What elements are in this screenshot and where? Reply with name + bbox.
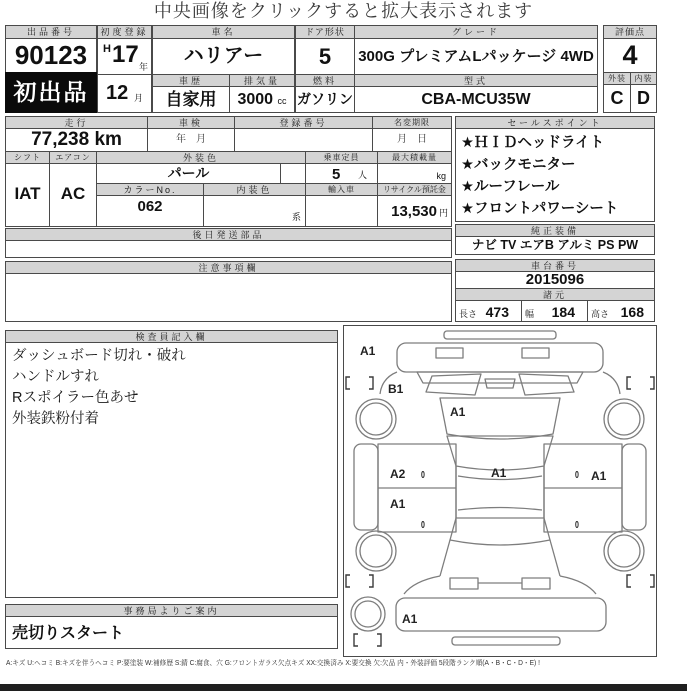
spec-length: 長さ 473 [455, 300, 522, 322]
recycle-deposit-value: 13,530 円 [377, 195, 452, 227]
sales-points-list [455, 128, 655, 222]
fuel-value: ガソリン [295, 86, 355, 113]
month-value: 12 [106, 82, 129, 104]
car-name-value: ハリアー [152, 38, 295, 75]
spec-header: 諸元 [455, 288, 655, 301]
exterior-color-extra-cell [280, 163, 306, 184]
name-change-value: 月 日 [372, 128, 452, 152]
lot-number-value: 90123 [5, 38, 97, 73]
door-shape-value: 5 [295, 38, 355, 75]
office-notice-body: 売切りスタート [5, 616, 338, 649]
aircon-header: エアコン [49, 151, 97, 164]
era-letter: H [103, 43, 111, 55]
capacity-value: 5 人 [305, 163, 378, 184]
month-unit: 月 [133, 93, 143, 103]
grade-value: 300G プレミアムLパッケージ 4WD [354, 38, 598, 75]
damage-mark: 0 [575, 470, 579, 481]
mileage-value: 77,238 km [5, 128, 148, 152]
shift-header: シフト [5, 151, 50, 164]
spec-width: 幅 184 [521, 300, 588, 322]
door-shape-header: ドア形状 [295, 25, 355, 39]
score-value: 4 [603, 38, 657, 73]
year-unit: 年 [138, 62, 148, 72]
damage-mark: 0 [575, 520, 579, 531]
chassis-number-header: 車台番号 [455, 259, 655, 272]
exterior-color-value: パール [96, 163, 281, 184]
imported-value [305, 195, 378, 227]
sales-points-header: セールスポイント [455, 116, 655, 129]
inspector-notes-body [5, 342, 338, 598]
sales-point-item: ★ＨＩＤヘッドライト [461, 135, 605, 151]
max-load-value [377, 163, 452, 184]
later-parts-header: 後日発送部品 [5, 228, 452, 241]
bottom-bar [0, 684, 687, 691]
aircon-value: AC [49, 163, 97, 227]
exterior-grade-header: 外装 [603, 72, 631, 85]
score-header: 評価点 [603, 25, 657, 39]
legend-text: A:キズ U:ヘコミ B:キズを伴うヘコミ P:要塗装 W:補修歴 S:錆 C:腐食、穴 G:フロントガラス欠点キズ XX:交換済み X:要交換 欠:欠品 内・外装評価 5段階ランク順(A・B・C・D・E) ! [6, 660, 540, 667]
history-header: 車歴 [152, 74, 230, 87]
exterior-grade-value: C [603, 84, 631, 113]
equipment-header: 純正装備 [455, 224, 655, 237]
inspector-note-line: ハンドルすれ [12, 369, 99, 385]
damage-mark: A1 [390, 497, 406, 511]
chassis-number-value: 2015096 [455, 271, 655, 289]
damage-mark: 0 [421, 470, 425, 481]
damage-mark: A1 [360, 344, 376, 358]
color-number-value: 062 [96, 195, 204, 227]
interior-color-header: 内装色 [203, 183, 306, 196]
name-change-header: 名変期限 [372, 116, 452, 129]
shift-value: IAT [5, 163, 50, 227]
interior-color-value [203, 195, 306, 227]
registration-number-header: 登録番号 [234, 116, 373, 129]
first-registration-header: 初度登録 [97, 25, 152, 39]
damage-mark: B1 [388, 382, 404, 396]
history-value: 自家用 [152, 86, 230, 113]
interior-grade-header: 内装 [630, 72, 657, 85]
inspector-note-line: Rスポイラー色あせ [12, 390, 139, 406]
equipment-value: ナビ TV エアB アルミ PS PW [455, 236, 655, 255]
later-parts-value [5, 240, 452, 258]
first-listing-badge: 初出品 [5, 72, 97, 113]
inspector-note-line: 外装鉄粉付着 [12, 411, 99, 427]
car-name-header: 車名 [152, 25, 295, 39]
recycle-deposit-header: リサイクル預託金 [377, 183, 452, 196]
office-notice-header: 事務局よりご案内 [5, 604, 338, 617]
capacity-header: 乗車定員 [305, 151, 378, 164]
sales-point-item: ★フロントパワーシート [461, 201, 619, 217]
displacement-value: 3000 cc [229, 86, 295, 113]
mileage-header: 走行 [5, 116, 148, 129]
spec-height: 高さ 168 [587, 300, 655, 322]
interior-color-suffix: 系 [291, 212, 301, 222]
exterior-color-header: 外装色 [96, 151, 306, 164]
model-code-value: CBA-MCU35W [354, 86, 598, 113]
damage-mark: A1 [450, 405, 466, 419]
model-code-header: 型式 [354, 74, 598, 87]
max-load-header: 最大積載量 [377, 151, 452, 164]
page-caption: 中央画像をクリックすると拡大表示されます [153, 1, 534, 21]
damage-mark: 0 [421, 520, 425, 531]
damage-mark: A1 [591, 469, 607, 483]
lot-number-header: 出品番号 [5, 25, 97, 39]
grade-header: グレード [354, 25, 598, 39]
fuel-header: 燃料 [295, 74, 355, 87]
recycle-deposit-unit: 円 [438, 208, 448, 218]
displacement-unit: cc [277, 96, 287, 106]
imported-header: 輸入車 [305, 183, 378, 196]
first-registration-year [97, 38, 152, 75]
sales-point-item: ★バックモニター [461, 157, 576, 173]
year-value: 17 [112, 41, 139, 68]
notes-header: 注意事項欄 [5, 261, 452, 274]
damage-mark: A1 [402, 612, 418, 626]
interior-grade-value: D [630, 84, 657, 113]
damage-mark: A2 [390, 467, 406, 481]
vehicle-condition-diagram[interactable] [343, 325, 657, 657]
registration-number-value [234, 128, 373, 152]
notes-body [5, 273, 452, 322]
displacement-header: 排気量 [229, 74, 295, 87]
shaken-value: 年 月 [147, 128, 235, 152]
inspector-note-line: ダッシュボード切れ・破れ [12, 348, 186, 364]
inspector-notes-header: 検査員記入欄 [5, 330, 338, 343]
car-top-view-drawing [344, 326, 656, 656]
shaken-header: 車検 [147, 116, 235, 129]
max-load-unit: kg [436, 171, 446, 181]
first-registration-month [97, 74, 152, 113]
sales-point-item: ★ルーフレール [461, 179, 560, 195]
color-number-header: カラーNo. [96, 183, 204, 196]
damage-mark: A1 [491, 466, 507, 480]
capacity-unit: 人 [357, 170, 367, 180]
